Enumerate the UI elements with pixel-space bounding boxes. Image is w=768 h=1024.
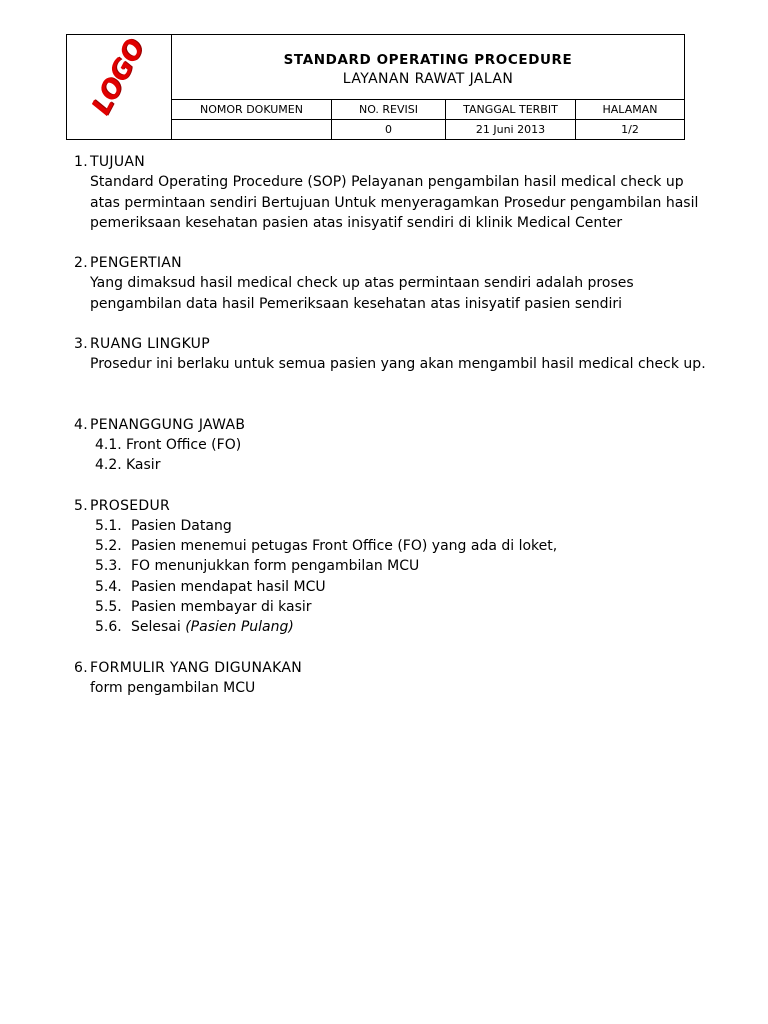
value-nomor-dokumen <box>172 120 332 140</box>
section-title: 6. FORMULIR YANG DIGUNAKAN <box>74 659 302 676</box>
paragraph-line: pengambilan data hasil Pemeriksaan kesehatan atas inisyatif pasien sendiri <box>90 295 623 312</box>
list-item: 5.6. Selesai (Pasien Pulang) <box>95 619 294 636</box>
value-no-revisi: 0 <box>332 120 446 140</box>
col-no-revisi: NO. REVISI <box>332 100 446 120</box>
value-halaman: 1/2 <box>576 120 685 140</box>
col-nomor-dokumen: NOMOR DOKUMEN <box>172 100 332 120</box>
list-item: 5.5. Pasien membayar di kasir <box>95 599 312 616</box>
section-title: 4. PENANGGUNG JAWAB <box>74 416 246 433</box>
value-tanggal-terbit: 21 Juni 2013 <box>446 120 576 140</box>
list-item: 5.3. FO menunjukkan form pengambilan MCU <box>95 558 420 575</box>
section-title: 2. PENGERTIAN <box>74 255 182 272</box>
col-tanggal-terbit: TANGGAL TERBIT <box>446 100 576 120</box>
paragraph-line: Yang dimaksud hasil medical check up atas permintaan sendiri adalah proses <box>90 275 634 292</box>
paragraph-line: form pengambilan MCU <box>90 679 256 696</box>
section-pengertian <box>74 253 714 314</box>
list-item: 5.4. Pasien mendapat hasil MCU <box>95 578 326 595</box>
paragraph-line: atas permintaan sendiri Bertujuan Untuk menyeragamkan Prosedur pengambilan hasil <box>90 194 699 211</box>
list-item: 4.1. Front Office (FO) <box>95 436 242 453</box>
meta-value-row <box>67 120 685 140</box>
list-item: 4.2. Kasir <box>95 457 161 474</box>
logo-cell <box>67 35 172 120</box>
col-halaman: HALAMAN <box>576 100 685 120</box>
section-title: 1. TUJUAN <box>74 154 146 170</box>
paragraph-line: pemeriksaan kesehatan pasien atas inisyatif sendiri di klinik Medical Center <box>90 214 623 231</box>
document-header <box>66 34 685 140</box>
section-prosedur <box>74 496 714 638</box>
section-title: 5. PROSEDUR <box>74 497 171 514</box>
italic-note: (Pasien Pulang) <box>185 619 294 636</box>
logo: LOGO <box>86 34 152 121</box>
list-item: 5.2. Pasien menemui petugas Front Office (FO) yang ada di loket, <box>95 538 558 555</box>
section-ruang-lingkup <box>74 334 714 375</box>
logo-cell-bottom <box>67 120 172 140</box>
list-item: 5.1. Pasien Datang <box>95 517 232 534</box>
section-formulir <box>74 658 714 699</box>
document-title: STANDARD OPERATING PROCEDURE <box>283 51 573 68</box>
document-subtitle: LAYANAN RAWAT JALAN <box>342 70 514 87</box>
paragraph-line: Standard Operating Procedure (SOP) Pelayanan pengambilan hasil medical check up <box>90 174 684 191</box>
title-cell <box>172 35 685 100</box>
document-body <box>74 152 714 718</box>
section-title: 3. RUANG LINGKUP <box>74 336 210 353</box>
section-tujuan <box>74 152 714 233</box>
paragraph-line: Prosedur ini berlaku untuk semua pasien yang akan mengambil hasil medical check up. <box>90 356 706 373</box>
section-penanggung-jawab <box>74 415 714 476</box>
